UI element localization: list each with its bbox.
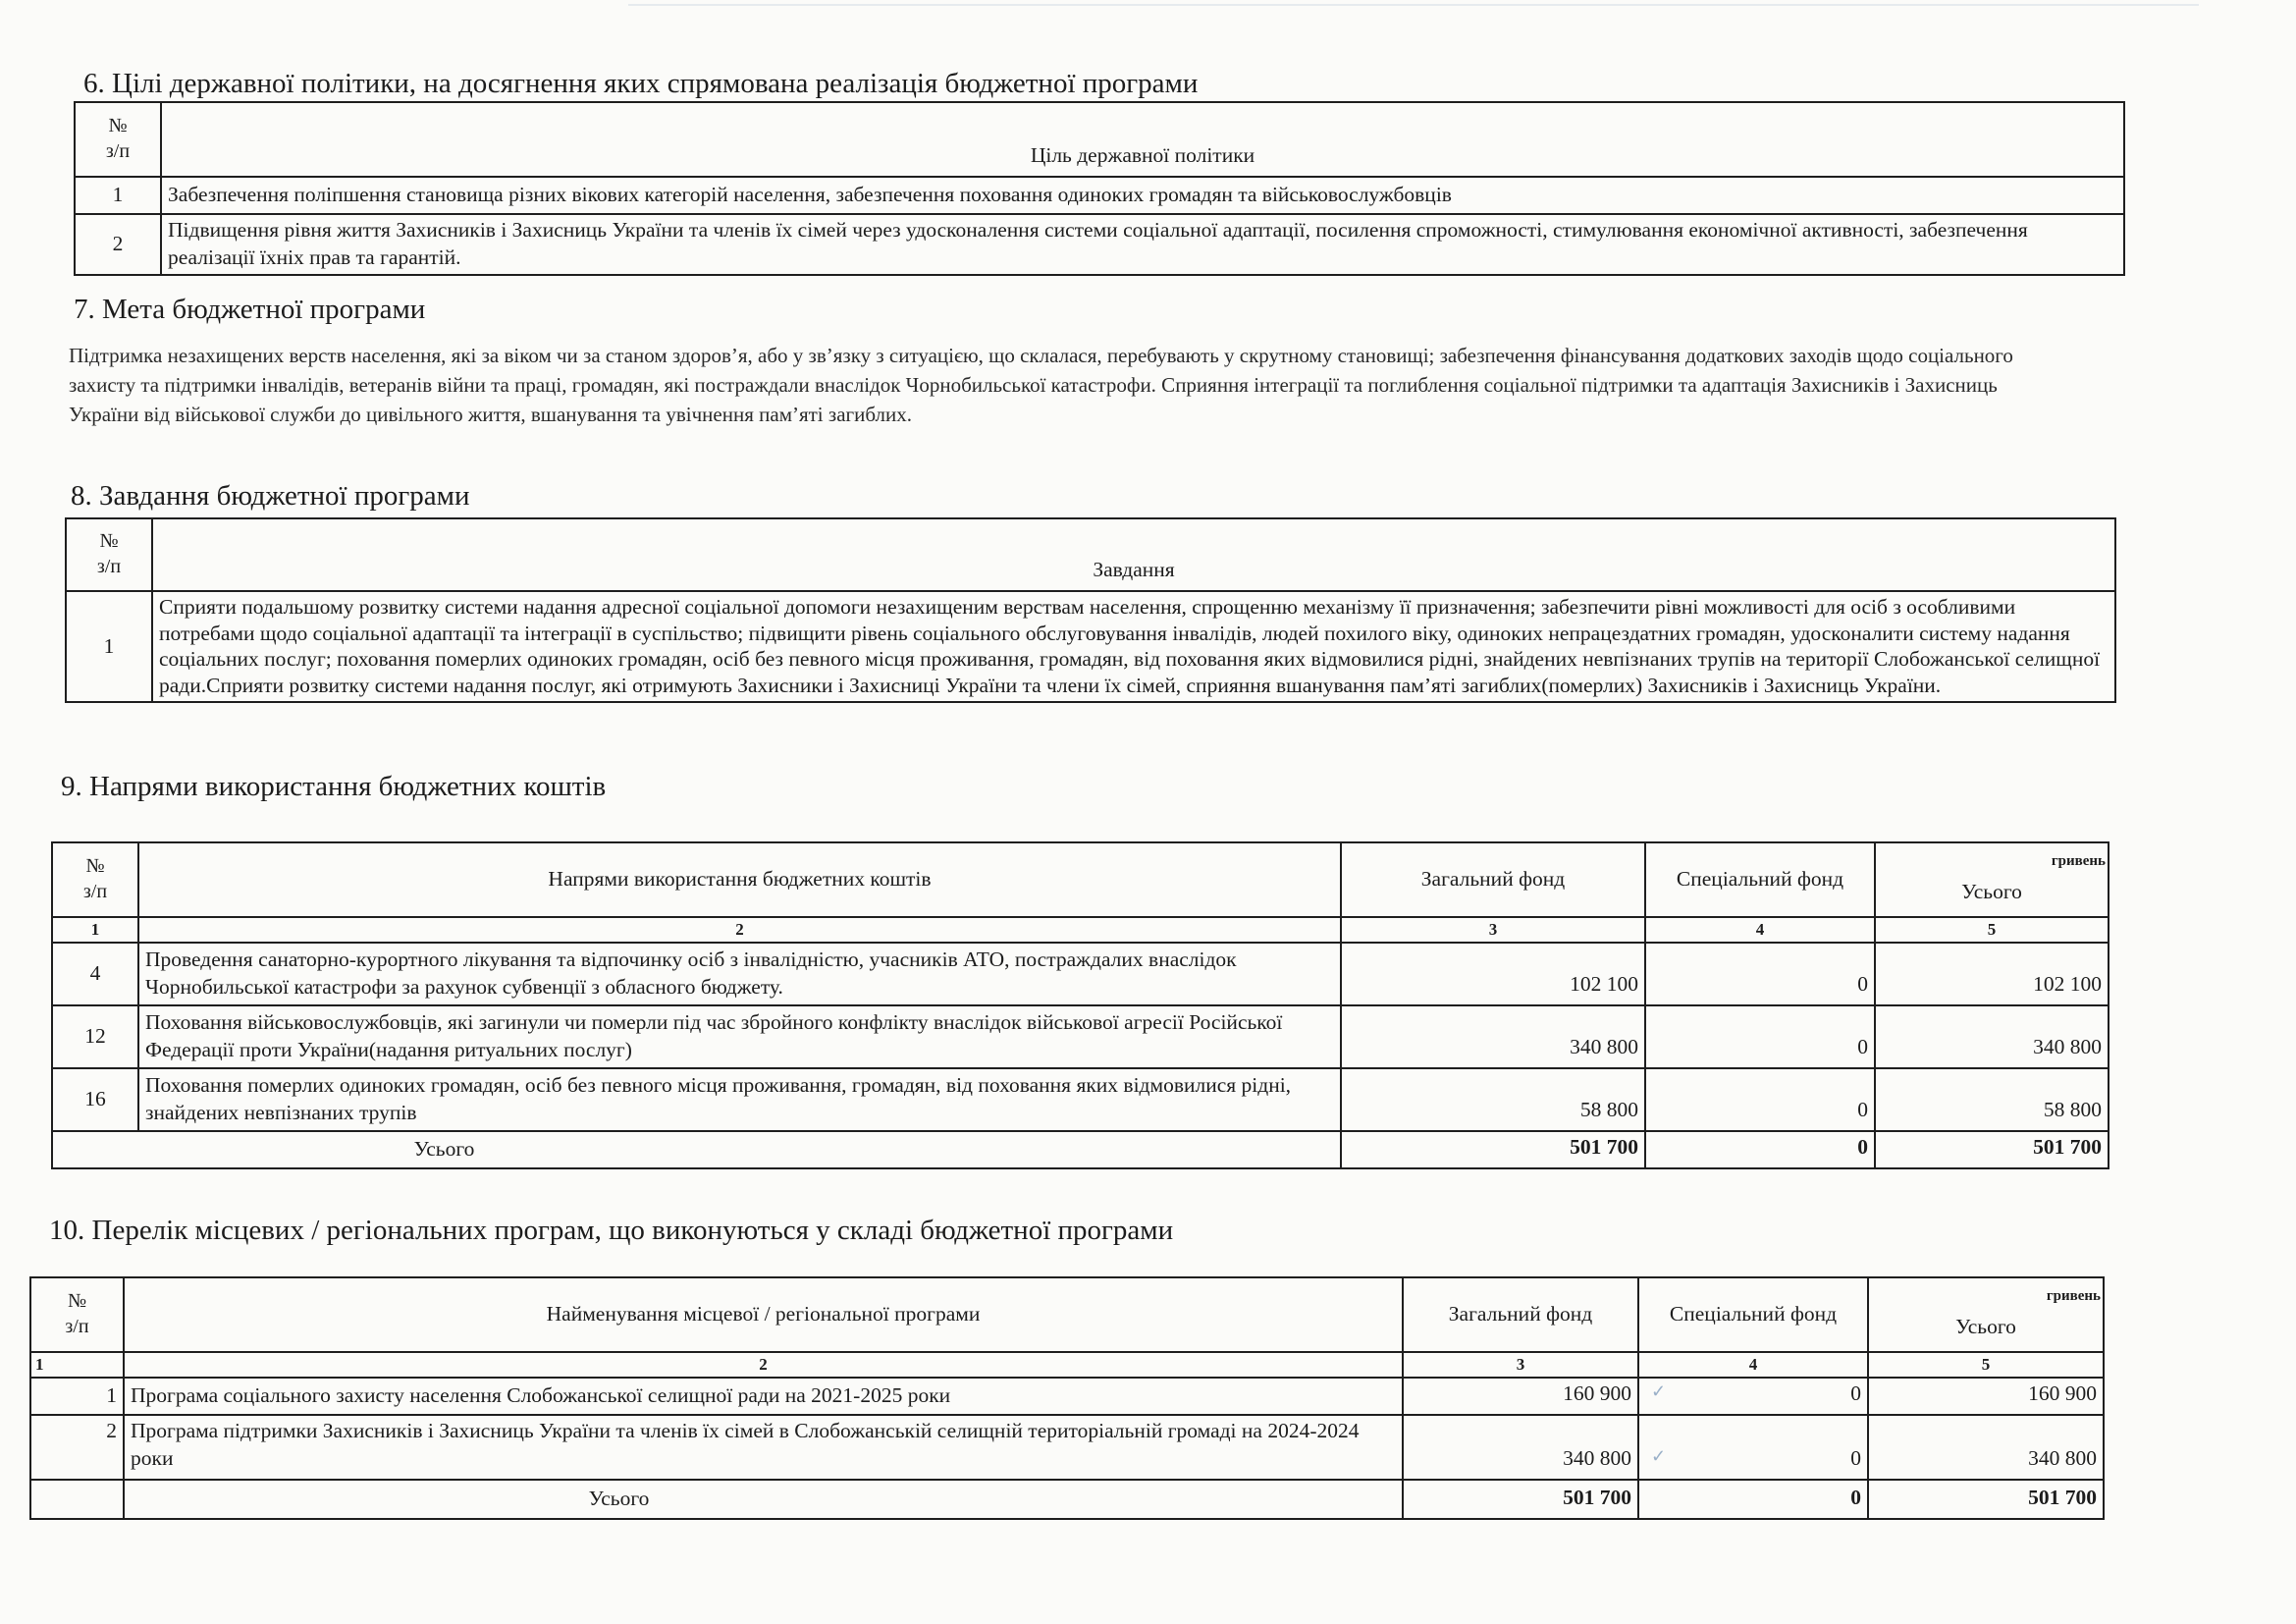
programs-total-header-label: Усього <box>1955 1314 2016 1338</box>
programs-index-cell: 5 <box>1868 1352 2104 1378</box>
spending-row-general: 58 800 <box>1341 1068 1645 1131</box>
goals-table <box>74 101 2125 276</box>
tasks-table <box>65 517 2116 703</box>
goals-row-no: 1 <box>75 177 161 214</box>
spending-no-header: № з/п <box>52 842 138 917</box>
programs-total-total: 501 700 <box>1868 1480 2104 1519</box>
programs-name-header: Найменування місцевої / регіональної програми <box>124 1277 1403 1352</box>
goals-no-header: № з/п <box>75 102 161 177</box>
scan-edge-line <box>628 4 2199 6</box>
programs-row-special <box>1638 1415 1868 1480</box>
programs-row-special-value: 0 <box>1850 1446 1861 1471</box>
spending-row-general: 102 100 <box>1341 943 1645 1005</box>
programs-index-cell: 4 <box>1638 1352 1868 1378</box>
programs-no-header: № з/п <box>30 1277 124 1352</box>
goals-row-text: Забезпечення поліпшення становища різних вікових категорій населення, забезпечення поховання одиноких громадян та військовослужбовців <box>161 177 2124 214</box>
programs-unit: гривень <box>2046 1287 2101 1304</box>
section-6-title: 6. Цілі державної політики, на досягнення яких спрямована реалізація бюджетної програми <box>83 68 1199 99</box>
spending-index-cell: 4 <box>1645 917 1875 943</box>
programs-row-no: 2 <box>30 1415 124 1480</box>
goals-goal-header: Ціль державної політики <box>161 102 2124 177</box>
spending-total-special: 0 <box>1645 1131 1875 1168</box>
goals-row-no: 2 <box>75 214 161 275</box>
spending-index-cell: 1 <box>52 917 138 943</box>
spending-row-general: 340 800 <box>1341 1005 1645 1068</box>
spending-row-no: 4 <box>52 943 138 1005</box>
spending-total-general: 501 700 <box>1341 1131 1645 1168</box>
table-row <box>52 943 2109 1005</box>
goals-row-text: Підвищення рівня життя Захисників і Захисниць України та членів їх сімей через удосконалення системи соціальної адаптації, посилення спроможності, стимулювання економічної активності, забезпечення реалізації їхніх прав та гарантій. <box>161 214 2124 275</box>
spending-special-header: Спеціальний фонд <box>1645 842 1875 917</box>
programs-total-general: 501 700 <box>1403 1480 1638 1519</box>
spending-total-header <box>1875 842 2109 917</box>
table-row <box>66 591 2115 702</box>
spending-total-label: Усього <box>52 1131 1341 1168</box>
programs-total-header <box>1868 1277 2104 1352</box>
spending-row-special: 0 <box>1645 1005 1875 1068</box>
spending-total-row <box>52 1131 2109 1168</box>
spending-name-header: Напрями використання бюджетних коштів <box>138 842 1341 917</box>
tasks-row-text: Сприяти подальшому розвитку системи надання адресної соціальної допомоги незахищеним верствам населення, спрощенню механізму її призначення; забезпечити рівні можливості для осіб з особливими потребами щодо соціальної адаптації та інтеграції в суспільство; підвищити рівень соціального обслуговування інвалідів, людей похилого віку, одиноких непрацездатних громадян, удосконалити систему надання соціальних послуг; поховання померлих одиноких громадян, осіб без певного місця проживання, громадян, від поховання яких відмовилися рідні, знайдених невпізнаних трупів на території Слобожанської селищної ради.Сприяти розвитку системи надання послуг, які отримують Захисники і Захисниці України та члени їх сімей, сприяння вшанування пам’яті загиблих(померлих) Захисників і Захисниць України. <box>152 591 2115 702</box>
table-row <box>75 177 2124 214</box>
spending-unit: гривень <box>2051 852 2106 869</box>
section-10-title: 10. Перелік місцевих / регіональних програм, що виконуються у складі бюджетної програми <box>49 1215 1174 1246</box>
spending-row-name: Поховання військовослужбовців, які загинули чи померли під час збройного конфлікту внаслідок військової агресії Російської Федерації проти України(надання ритуальних послуг) <box>138 1005 1341 1068</box>
spending-row-special: 0 <box>1645 943 1875 1005</box>
spending-row-no: 12 <box>52 1005 138 1068</box>
spending-row-total: 102 100 <box>1875 943 2109 1005</box>
programs-index-cell: 3 <box>1403 1352 1638 1378</box>
programs-index-cell: 1 <box>30 1352 124 1378</box>
programs-index-cell: 2 <box>124 1352 1403 1378</box>
programs-row-no: 1 <box>30 1378 124 1415</box>
programs-row-total: 340 800 <box>1868 1415 2104 1480</box>
spending-row-no: 16 <box>52 1068 138 1131</box>
programs-row-total: 160 900 <box>1868 1378 2104 1415</box>
table-row <box>52 1068 2109 1131</box>
programs-total-blank <box>30 1480 124 1519</box>
table-row <box>30 1415 2104 1480</box>
programs-total-label: Усього <box>124 1480 1403 1519</box>
table-row <box>30 1378 2104 1415</box>
programs-row-name: Програма підтримки Захисників і Захисниць України та членів їх сімей в Слобожанській селищній територіальній громаді на 2024-2024 роки <box>124 1415 1403 1480</box>
tasks-task-header: Завдання <box>152 518 2115 591</box>
spending-directions-table <box>51 841 2109 1169</box>
spending-index-cell: 5 <box>1875 917 2109 943</box>
programs-row-special <box>1638 1378 1868 1415</box>
programs-row-general: 340 800 <box>1403 1415 1638 1480</box>
spending-total-total: 501 700 <box>1875 1131 2109 1168</box>
spending-row-total: 58 800 <box>1875 1068 2109 1131</box>
spending-row-total: 340 800 <box>1875 1005 2109 1068</box>
spending-row-special: 0 <box>1645 1068 1875 1131</box>
programs-total-row <box>30 1480 2104 1519</box>
table-row <box>52 1005 2109 1068</box>
tasks-row-no: 1 <box>66 591 152 702</box>
spending-row-name: Проведення санаторно-курортного лікування та відпочинку осіб з інвалідністю, учасників АТО, постраждалих внаслідок Чорнобильської катастрофи за рахунок субвенції з обласного бюджету. <box>138 943 1341 1005</box>
check-mark-icon: ✓ <box>1651 1446 1667 1467</box>
programs-row-general: 160 900 <box>1403 1378 1638 1415</box>
programs-row-special-value: 0 <box>1850 1381 1861 1406</box>
programs-special-header: Спеціальний фонд <box>1638 1277 1868 1352</box>
local-programs-table <box>29 1276 2105 1520</box>
spending-total-header-label: Усього <box>1961 879 2022 903</box>
program-goal-text: Підтримка незахищених верств населення, які за віком чи за станом здоров’я, або у зв’язку з ситуацією, що склалася, перебувають у скрутному становищі; забезпечення фінансування додаткових заходів щодо соціального захисту та підтримки інвалідів, ветеранів війни та праці, громадян, які постраждали внаслідок Чорнобильської катастрофи. Сприяння інтеграції та поглиблення соціальної підтримки та адаптація Захисників і Захисниць України від військової служби до цивільного життя, вшанування та увічнення пам’яті загиблих. <box>69 344 2013 426</box>
table-row <box>75 214 2124 275</box>
section-9-title: 9. Напрями використання бюджетних коштів <box>61 771 607 802</box>
section-7-title: 7. Мета бюджетної програми <box>74 294 426 325</box>
spending-general-header: Загальний фонд <box>1341 842 1645 917</box>
tasks-no-header: № з/п <box>66 518 152 591</box>
spending-row-name: Поховання померлих одиноких громадян, осіб без певного місця проживання, громадян, від поховання яких відмовилися рідні, знайдених невпізнаних трупів <box>138 1068 1341 1131</box>
programs-total-special: 0 <box>1638 1480 1868 1519</box>
section-8-title: 8. Завдання бюджетної програми <box>71 480 470 512</box>
programs-row-name: Програма соціального захисту населення Слобожанської селищної ради на 2021-2025 роки <box>124 1378 1403 1415</box>
programs-general-header: Загальний фонд <box>1403 1277 1638 1352</box>
spending-index-cell: 3 <box>1341 917 1645 943</box>
check-mark-icon: ✓ <box>1651 1381 1667 1402</box>
spending-index-cell: 2 <box>138 917 1341 943</box>
